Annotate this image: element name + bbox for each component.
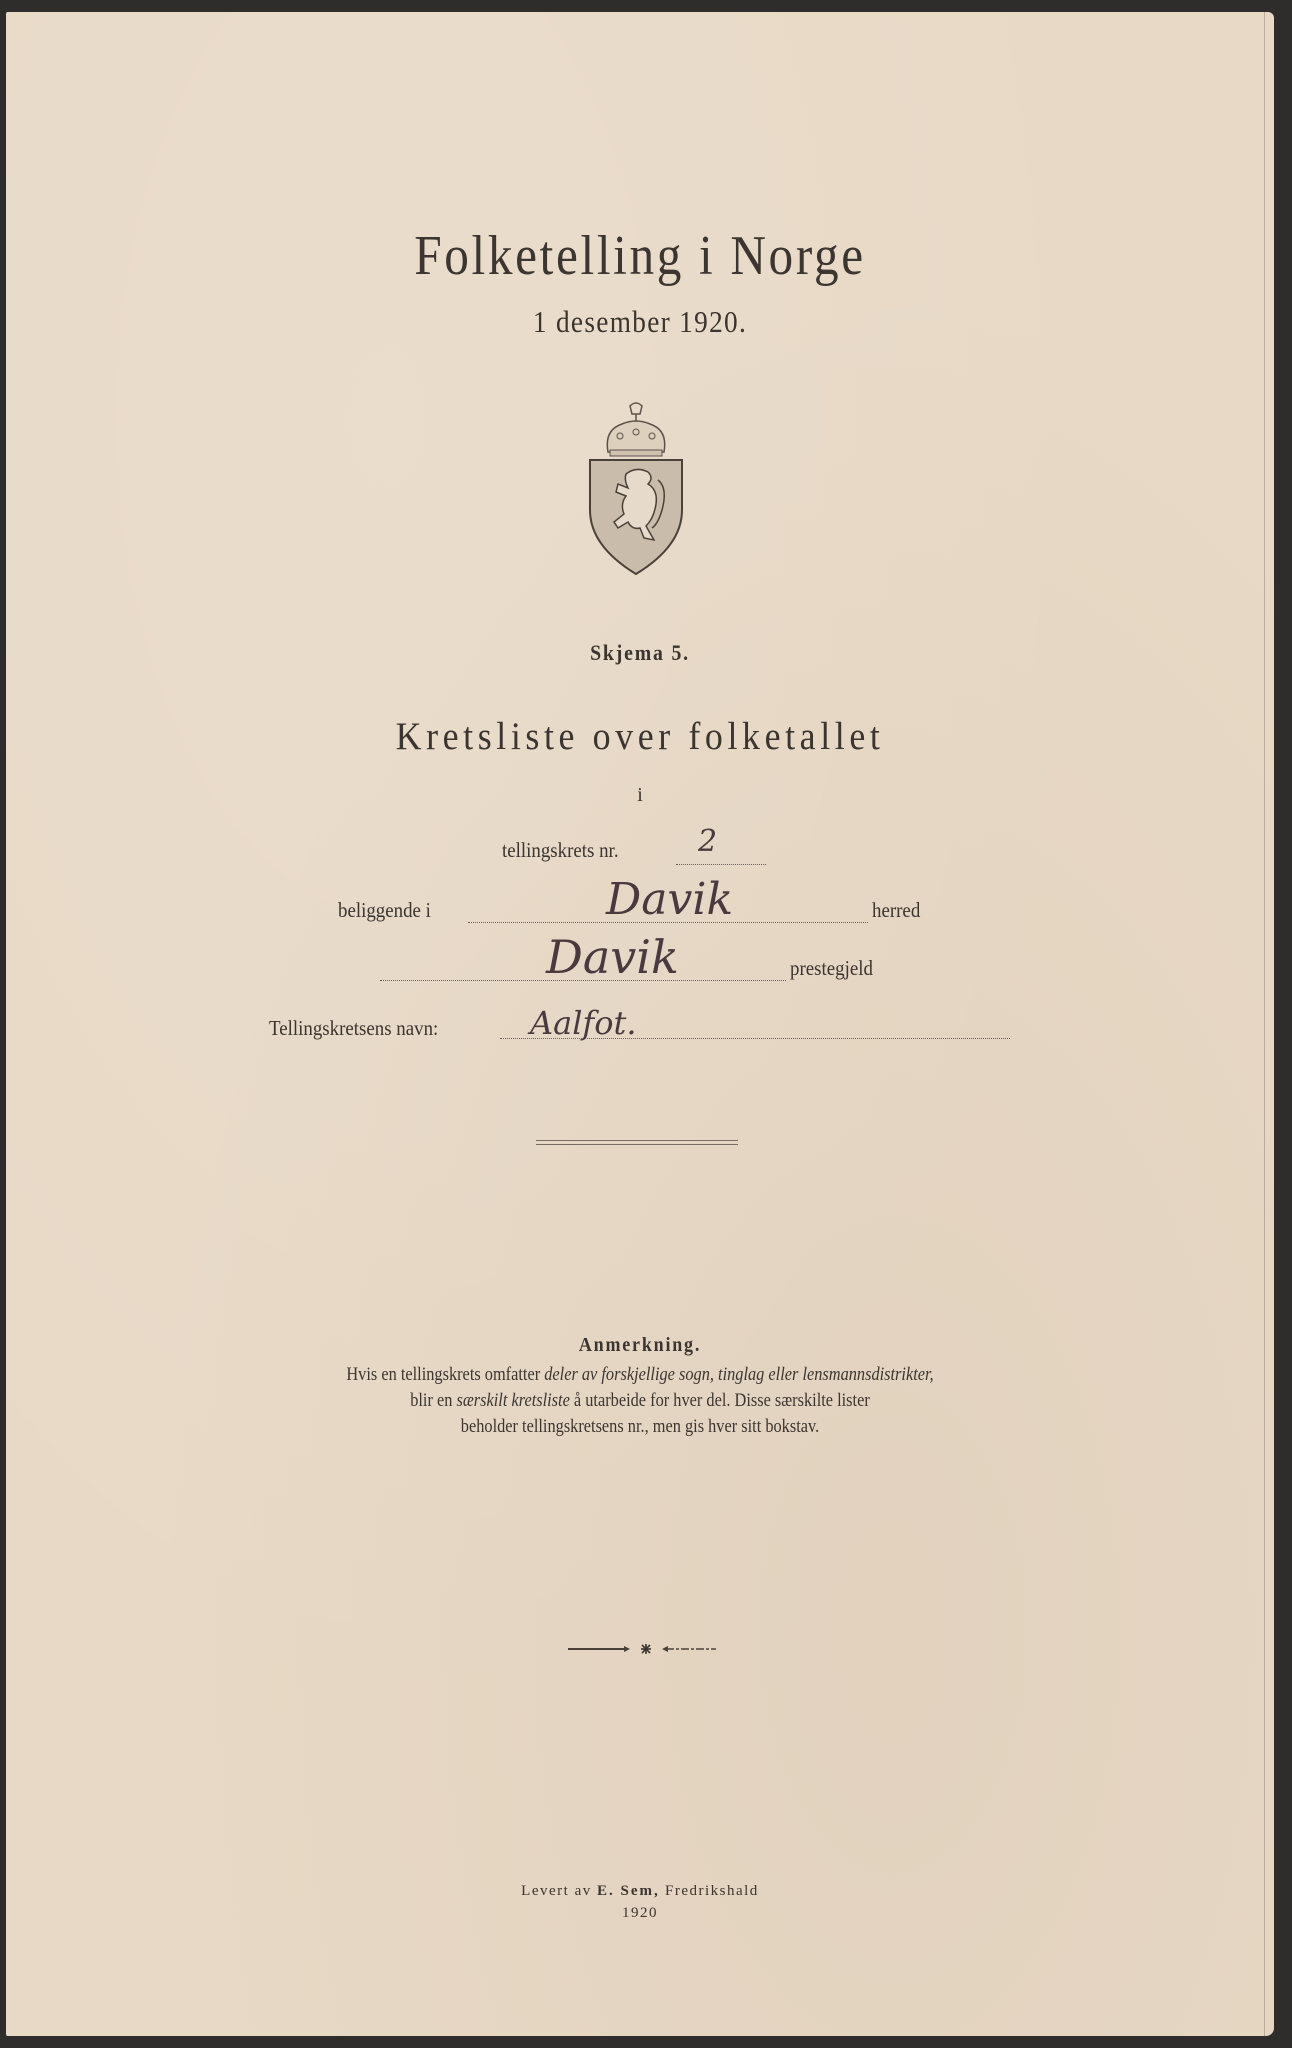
note-line-1-emphasis: deler av forskjellige sogn, tinglag eller lensmannsdistrikter,: [544, 1364, 934, 1385]
printer-city: Fredrikshald: [659, 1883, 759, 1899]
municipality-prefix: beliggende i: [338, 898, 431, 922]
parish-value: Davik: [546, 930, 679, 984]
census-form-page: [6, 12, 1274, 2036]
municipality-suffix: herred: [872, 898, 921, 922]
printer-line: [6, 1880, 1274, 1902]
district-number-field[interactable]: [676, 864, 766, 865]
municipality-suffix-row: [872, 898, 926, 923]
printer-name: E. Sem,: [596, 1883, 660, 1899]
page-fold-line: [1264, 12, 1265, 2036]
district-number-value: 2: [698, 824, 718, 859]
note-line-2-emphasis: særskilt kretsliste: [456, 1390, 570, 1411]
printer-year: 1920: [622, 1905, 658, 1921]
document-title: Folketelling i Norge: [414, 225, 866, 287]
district-name-label: Tellingskretsens navn:: [269, 1016, 439, 1040]
form-number: Skjema 5.: [590, 640, 690, 665]
municipality-row: [338, 898, 441, 923]
note-line-3: beholder tellingskretsens nr., men gis hver sitt bokstav.: [460, 1416, 820, 1437]
note-body: [95, 1362, 1185, 1440]
parish-suffix-row: [790, 956, 882, 981]
municipality-value: Davik: [606, 874, 734, 925]
district-name-value: Aalfot.: [530, 1004, 637, 1042]
note-line-1-text: Hvis en tellingskrets omfatter: [346, 1364, 545, 1385]
note-line-1: [95, 1362, 1185, 1388]
norwegian-coat-of-arms-icon: [586, 400, 686, 576]
census-date: 1 desember 1920.: [532, 304, 748, 339]
note-line-2-text-a: blir en: [410, 1390, 457, 1411]
note-line-2-text-b: å utarbeide for hver del. Disse særskilte lister: [569, 1390, 870, 1411]
district-number-label: tellingskrets nr.: [502, 838, 619, 862]
section-divider: [536, 1140, 738, 1145]
parish-suffix: prestegjeld: [790, 956, 873, 980]
note-heading: Anmerkning.: [578, 1334, 702, 1356]
printer-imprint: [6, 1880, 1274, 1924]
district-name-row: [269, 1016, 457, 1041]
district-number-row: [502, 838, 632, 863]
printer-prefix: Levert av: [521, 1883, 597, 1899]
form-heading: Kretsliste over folketallet: [395, 715, 885, 758]
connector-word: i: [637, 784, 643, 806]
note-line-2: [95, 1388, 1185, 1414]
ornament-divider-icon: [566, 1642, 726, 1656]
